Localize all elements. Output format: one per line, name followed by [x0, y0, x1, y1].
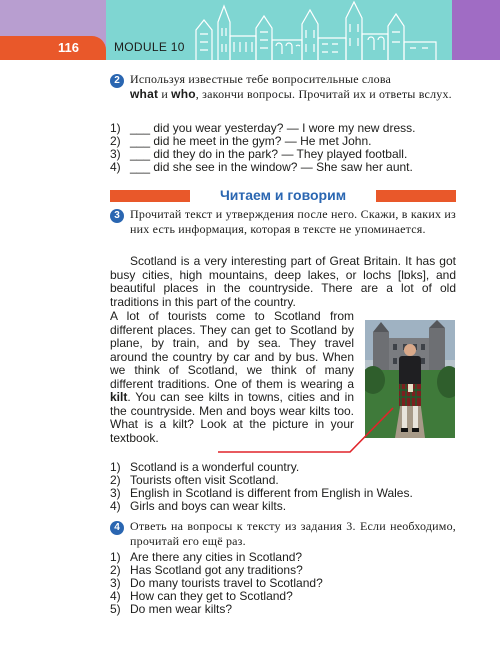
page-header	[0, 0, 500, 60]
statement-item: 4) Girls and boys can wear kilts.	[110, 499, 287, 513]
statement-item: 3) English in Scotland is different from English in Wales.	[110, 486, 413, 500]
task-3-instruction: Прочитай текст и утверждения после него. Скажи, в каких из них есть информация, которая в тексте не упоминается.	[130, 207, 456, 236]
page-number: 116	[58, 40, 79, 55]
statement-item: 1) Scotland is a wonderful country.	[110, 460, 300, 474]
task-2-badge: 2	[110, 74, 124, 88]
task-3-badge: 3	[110, 209, 124, 223]
task-4-badge: 4	[110, 521, 124, 535]
task-2-instruction: Используя известные тебе вопросительные слова what и who, закончи вопросы. Прочитай их и ответы вслух.	[130, 72, 452, 101]
word-kilt: kilt	[110, 390, 128, 404]
task-2-item: 3) ___ did they do in the park? — They played football.	[110, 147, 408, 161]
section-title: Читаем и говорим	[190, 184, 376, 206]
word-what: what	[130, 86, 159, 101]
question-item: 2) Has Scotland got any traditions?	[110, 563, 303, 577]
word-who: who	[171, 86, 196, 101]
statement-item: 2) Tourists often visit Scotland.	[110, 473, 279, 487]
task-3-paragraph-top: Scotland is a very interesting part of Great Britain. It has got busy cities, high mountains, deep lakes, or lochs [lɒks], and beautiful places in the countryside. There are a lot of old traditions in this part of the country.	[110, 254, 456, 309]
task-2-item: 4) ___ did she see in the window? — She saw her aunt.	[110, 160, 413, 174]
question-item: 4) How can they get to Scotland?	[110, 589, 293, 603]
page-number-tab	[0, 36, 106, 60]
question-item: 3) Do many tourists travel to Scotland?	[110, 576, 323, 590]
task-3-paragraph-left: A lot of tourists come to Scotland from different places. They can get to Scotland by plane, by train, and by sea. They travel around the country by car and by bus. When we think of Scotland, we think of many different traditions. One of them is wearing a kilt. You can see kilts in towns, cities and in the countryside. Men and boys wear kilts too. What is a kilt? Look at the picture in your textbook.	[110, 309, 354, 445]
task-4-instruction: Ответь на вопросы к тексту из задания 3. Если необходимо, прочитай его ещё раз.	[130, 519, 456, 548]
header-right-panel	[452, 0, 500, 60]
task-2-item: 2) ___ did he meet in the gym? — He met John.	[110, 134, 372, 148]
module-label: MODULE 10	[114, 40, 185, 54]
question-item: 1) Are there any cities in Scotland?	[110, 550, 303, 564]
question-item: 5) Do men wear kilts?	[110, 602, 233, 616]
task-2-item: 1) ___ did you wear yesterday? — I wore my new dress.	[110, 121, 416, 135]
kilt-photo	[365, 320, 455, 438]
